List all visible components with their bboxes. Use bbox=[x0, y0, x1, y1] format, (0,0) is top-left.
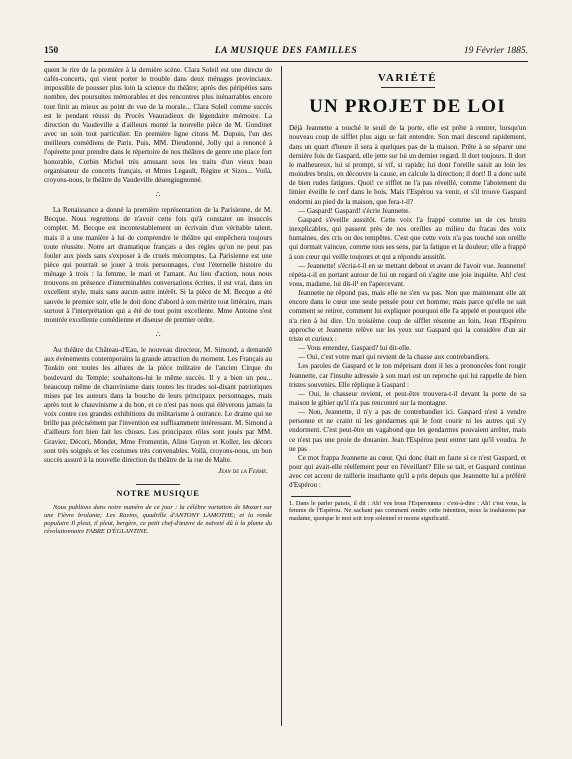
right-column bbox=[289, 74, 526, 523]
page-header bbox=[44, 46, 528, 60]
story-paragraph: Ce mot frappa Jeannette au cœur. Qui donc était en faute si ce n'est Gaspard, et pour qui avait-elle réellement peur en l'éveillant? Elle se tait, et Gaspard continue avec cet accent de raillerie insultante qu'il a pris depuis que Jeannette lui a préféré d'Espérou : bbox=[289, 453, 526, 490]
story-paragraph: Les paroles de Gaspard et le ton méprisant dont il les a prononcées font rougir Jeannette, car l'insulte adressée à son mari est un reproche qui lui rappelle de bien tristes souvenirs. Elle réplique à Gaspard : bbox=[289, 362, 526, 389]
story-paragraph: — Oui, c'est votre mari qui revient de la chasse aux contrebandiers. bbox=[298, 353, 490, 362]
page-number: 150 bbox=[44, 46, 59, 56]
left-paragraph: La Renaissance a donné la première représentation de la Parisienne, de M. Becque. Nous regrettons de n'avoir cette fois qu'à constater un insuccès complet. M. Becque est incontestablement un écrivain d'un véritable talent, mais il a une manière à lui de comprendre le théâtre qui empêchera toujours toute réussite. Notre art dramatique français a des règles qu'on ne peut pas fouler aux pieds sans s'exposer à de cruels mécomptes. La Parisienne est une pièce qui pourrait se jouer à trois personnages, c'est l'éternelle histoire du ménage à trois : la femme, le mari et l'amant. Au lieu d'action, nous nous trouvons en présence d'interminables conversations écrites, il est vrai, dans un excellent style, mais sans aucun autre intérêt. Si la pièce de M. Becque a été sauvée le premier soir, elle le doit donc d'abord à son mérite tout littéraire, mais surtout à l'interprétation qui a été de tout point excellente. Mme Antoine s'est montrée excellente comédienne et diseuse de premier ordre. bbox=[44, 206, 272, 324]
article-title: UN PROJET DE LOI bbox=[309, 96, 506, 118]
story-paragraph: — Jeannette! s'écria-t-il en se mettant debout et avant de l'avoir vue. Jeannette! répéta-t-il en portant autour de lui un regard où s'agite une joie inquiète. Ah! c'est vous, madame, lui dit-il¹ en l'apercevant. bbox=[289, 261, 526, 288]
left-paragraph: quent le rire de la première à la dernière scène. Clara Soleil est une directe de cafés-concerts, qui vient porter le trouble dans deux ménages provinciaux. impossible de pousser plus loin la science du théâtre; après des péripéties sans nombre, des poursuites mémorables et des rencontres plus inénarrables encore tout finit au mieux au point de vue de la morale... Clara Soleil comme succès est le pendant réussi du Procès Veauradieux de légendaire mémoire. La direction du Vaudeville a d'ailleurs monté la nouvelle pièce de M. Gondinet avec un soin tout particulier. En première ligne citons M. Dupuis, l'un des meilleurs comédiens de Paris. Puis, MM. Dieudonné, Jolly qui a renoncé à l'opérette pour prendre dans le répertoire de nos théâtres de genre une place fort honorable, Corbin Michel très amusant sous les traits d'un vieux beau organisateur de concerts français, et Mmes Legault, Régine et Sizos... Voilà, croyons-nous, le théâtre du Vaudeville désengiugnonné. bbox=[44, 66, 272, 184]
issue-date: 19 Février 1885. bbox=[463, 46, 528, 56]
story-paragraph: Déjà Jeannette a touché le seuil de la porte, elle est prête à rentrer, lorsqu'un nouveau coup de sifflet plus aigu se fait entendre. Son mari descend rapidement, dans un quart d'heure il sera à quelques pas de la maison. Prête à se séparer une dernière fois de Gaspard, elle jette sur lui un dernier regard. Il dort toujours. Il dort le malheureux, lui si prompt, si vif, si rapide; lui dont l'oreille saisit au loin les moindres bruits, en découvre la cause, en calcule la direction; il dort! Il a donc subi de bien rudes fatigues. Quoi! ce sifflet ne l'a pas réveillé, comme l'aboiement du limier éveille le cerf dans le bois. Mais l'Espérou va venir, et s'il trouve Gaspard endormi au pied de la maison, que fera-t-il? bbox=[289, 124, 526, 206]
title-rule bbox=[381, 87, 435, 88]
story-paragraph: — Vous entendez, Gaspard? lui dit-elle. bbox=[298, 344, 412, 353]
section-title: NOTRE MUSIQUE bbox=[116, 488, 200, 499]
left-paragraph: Au théâtre du Château-d'Eau, le nouveau directeur, M. Simond, a demandé aux événements contemporains la grande attraction du moment. Les Français au Tonkin ont toutes les allures de la pièce militaire de l'ancien Cirque du boulevard du Temple; souhaitons-lui le même succès. Il y a bien un peu... beaucoup même de chauvinisme dans toutes les tirades soi-disant patriotiques mises par les auteurs dans la bouche de leurs principaux personnages, mais après tout le chauvinisme a du bon, et ce n'est pas nous qui élèverons jamais la voix contre ces grandes exhibitions du militarisme à outrance. Le drame qui ne brille pas précisément par l'invention est suffisamment intéressant. M. Simond a d'ailleurs fort bien fait les choses. Les principaux rôles sont joués par MM. Gravier, Décori, Mondet, Mme Fromentin, Aline Guyon et Koller, les décors sont très soignés et les costumes très convenables. Voilà, croyons-nous, un bon succès assuré à la nouvelle direction du théâtre de la rue de Malte. bbox=[44, 346, 272, 464]
story-paragraph: — Non, Jeannette, il n'y a pas de contrebandier ici. Gaspard n'est à vendre personne et ne craint ni les gendarmes qui le font courir ni les autres qui s'y endorment. C'est peut-être un vagabond que les gendarmes pouvaient arrêter, mais ce n'est pas une proie de douanier. Jean l'Espérou peut entrer tant qu'il voudra. Je ne pas bbox=[289, 408, 526, 453]
story-paragraph: — Gaspard! Gaspard! s'écrie Jeannette. bbox=[298, 206, 411, 215]
asterism-separator: ∴ bbox=[155, 330, 161, 340]
footnote-rule bbox=[291, 496, 351, 497]
story-paragraph: Gaspard s'éveille aussitôt. Cette voix l'a frappé comme un de ces bruits inexplicables, qui passent près de nos oreilles au milieu du fracas des voix humaines, des cris ou des tempêtes. C'est que cette voix n'a pas touché son oreille qui dormait vaincue, comme tous ses sens, par la fatigue et la douleur; elle a frappé à son cœur qui veille toujours et qui a répondu aussitôt. bbox=[289, 215, 526, 261]
music-note-paragraph: Nous publions dans notre numéro de ce jour : la célèbre variation de Mozart sur une Fièvre brulante; Les Ravins, quadrille d'ANTONY LAMOTHE; et la ronde populaire Il pleut, il pleut, bergère, ce petit chef-d'œuvre de naïveté dû à la plume du révolutionnaire FABRE D'ÉGLANTINE. bbox=[44, 504, 272, 536]
story-paragraph: — Oui, le chasseur revient, et peut-être trouvera-t-il devant la porte de sa maison le gibier qu'il n'a pas rencontré sur la montagne. bbox=[289, 389, 526, 407]
author-signature: Jean de la Ferme. bbox=[218, 467, 268, 476]
column-divider bbox=[281, 66, 282, 726]
footnote: 1. Dans le parler patois, il dit : Ah! vos bous l'Esperounna : c'est-à-dire : Ah! c'est vous, la femme de l'Espérou. Ne sachant pas comment rendre cette intention, nous la traduisons par madame, quoique le mot soit trop solennel et moins significatif. bbox=[289, 499, 526, 523]
asterism-separator: ∴ bbox=[155, 190, 161, 200]
header-rule bbox=[44, 61, 528, 62]
publication-title: LA MUSIQUE DES FAMILLES bbox=[214, 46, 358, 56]
story-paragraph: Jeannette ne répond pas, mais elle ne s'en va pas. Non que maintenant elle ait encore dans le cœur une seule pensée pour cet homme; mais parce qu'elle ne sait comment se retirer, comment lui expliquer pourquoi elle l'a appelé et pourquoi elle n'a rien à lui dire. Un troisième coup de sifflet résonne au loin, Jean l'Espérou approche et Jeannette relève sur les yeux sur Gaspard qui la considère d'un air triste et curieux : bbox=[289, 289, 526, 343]
section-rule bbox=[136, 484, 180, 485]
left-column bbox=[44, 66, 272, 536]
section-kicker: VARIÉTÉ bbox=[377, 72, 438, 84]
